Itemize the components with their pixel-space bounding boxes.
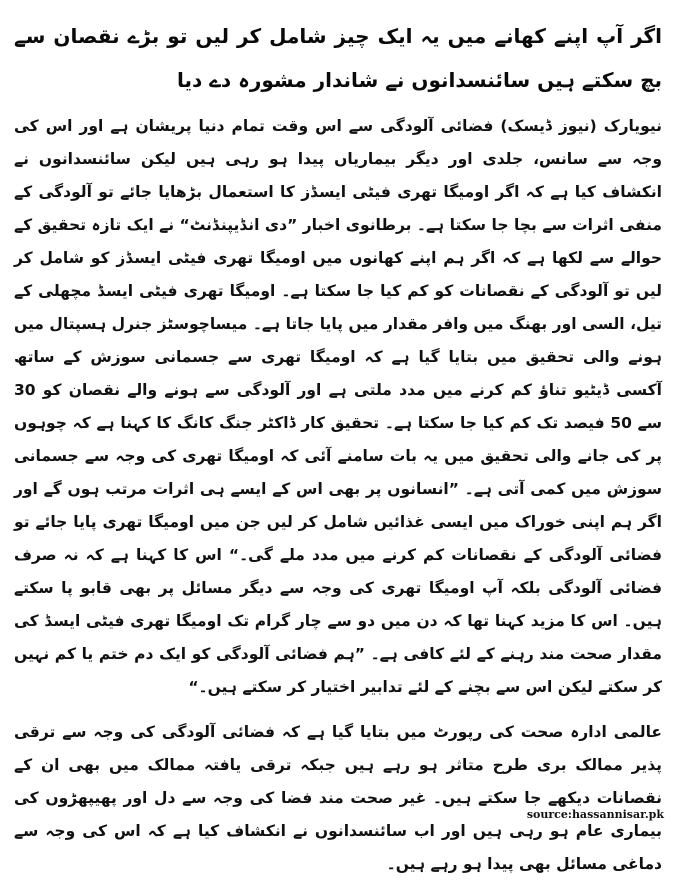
source-credit: source:hassannisar.pk bbox=[526, 808, 664, 821]
article-headline: اگر آپ اپنے کھانے میں یہ ایک چیز شامل کر لیں تو بڑے نقصان سے بچ سکتے ہیں سائنسدانوں نے شاندار مشورہ دے دیا bbox=[14, 24, 662, 92]
paragraph-spacer bbox=[14, 704, 662, 716]
article-paragraph-1: نیویارک (نیوز ڈیسک) فضائی آلودگی سے اس وقت تمام دنیا پریشان ہے اور اس کی وجہ سے سانس، جلدی اور دیگر بیماریاں پیدا ہو رہی ہیں لیکن سائنسدانوں نے انکشاف کیا ہے کہ اگر اومیگا تھری فیٹی ایسڈز کا استعمال بڑھایا جائے تو آلودگی کے منفی اثرات سے بچا جا سکتا ہے۔ برطانوی اخبار ”دی انڈیپنڈنٹ“ نے ایک تازہ تحقیق کے حوالے سے لکھا ہے کہ اگر ہم اپنے کھانوں میں اومیگا تھری فیٹی ایسڈز کو شامل کر لیں تو آلودگی کے نقصانات کو کم کیا جا سکتا ہے۔ اومیگا تھری فیٹی ایسڈ مچھلی کے تیل، السی اور بھنگ میں وافر مقدار میں پایا جاتا ہے۔ میساچوسٹز جنرل ہسپتال میں ہونے والی تحقیق میں بتایا گیا ہے کہ اومیگا تھری سے جسمانی سوزش کے ساتھ آکسی ڈیٹیو تناؤ کم کرنے میں مدد ملتی ہے اور آلودگی سے ہونے والے نقصان کو 30 سے 50 فیصد تک کم کیا جا سکتا ہے۔ تحقیق کار ڈاکٹر جنگ کانگ کا کہنا ہے کہ چوہوں پر کی جانے والی تحقیق میں یہ بات سامنے آئی کہ اومیگا تھری کی وجہ سے جسمانی سوزش میں کمی آتی ہے۔ ”انسانوں پر بھی اس کے ایسے ہی اثرات مرتب ہوں گے اور اگر ہم اپنی خوراک میں ایسی غذائیں شامل کر لیں جن میں اومیگا تھری پایا جائے تو فضائی آلودگی کے نقصانات کم کرنے میں مدد ملے گی۔“ اس کا کہنا ہے کہ نہ صرف فضائی آلودگی بلکہ آپ اومیگا تھری کی وجہ سے دیگر مسائل پر بھی قابو پا سکتے ہیں۔ اس کا مزید کہنا تھا کہ دن میں دو سے چار گرام تک اومیگا تھری فیٹی ایسڈ کی مقدار صحت مند رہنے کے لئے کافی ہے۔ ”ہم فضائی آلودگی کو ایک دم ختم یا کم نہیں کر سکتے لیکن اس سے بچنے کے لئے تدابیر اختیار کر سکتے ہیں۔“ bbox=[14, 117, 662, 696]
article-paragraph-2: عالمی ادارہ صحت کی رپورٹ میں بتایا گیا ہے کہ فضائی آلودگی کی وجہ سے ترقی پذیر ممالک بری طرح متاثر ہو رہے ہیں جبکہ ترقی یافتہ ممالک میں بھی ان کے نقصانات دیکھے جا سکتے ہیں۔ غیر صحت مند فضا کی وجہ سے دل اور پھیپھڑوں کی بیماری عام ہو رہی ہیں اور اب سائنسدانوں نے انکشاف کیا ہے کہ اس کی وجہ سے دماغی مسائل بھی پیدا ہو رہے ہیں۔ bbox=[14, 723, 662, 873]
